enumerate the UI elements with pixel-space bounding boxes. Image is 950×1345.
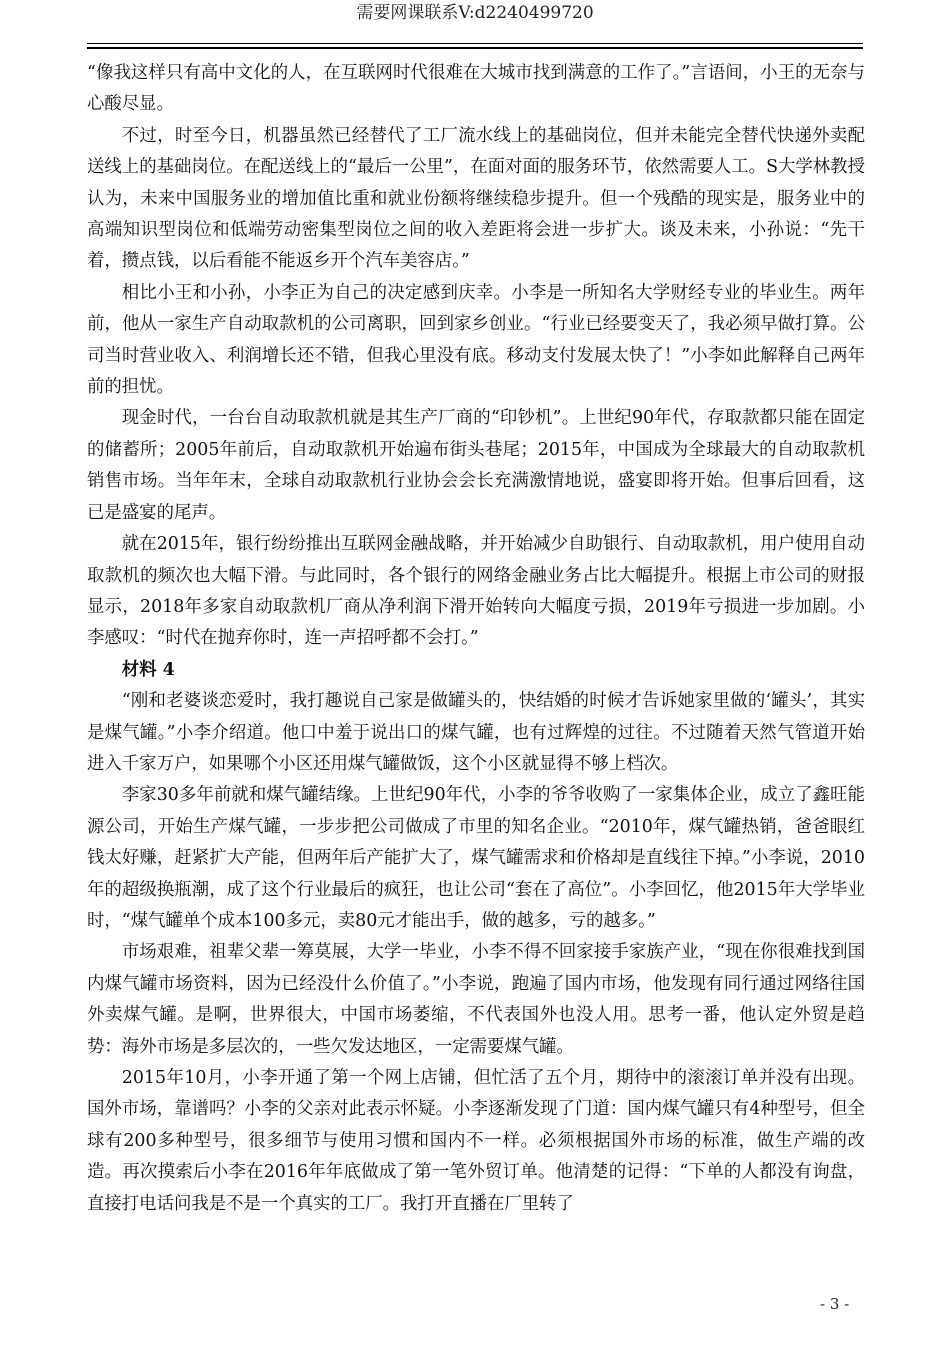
section-title: 材料 4 [121,659,175,680]
header-rule-thin [87,43,863,44]
paragraph-1: “像我这样只有高中文化的人，在互联网时代很难在大城市找到满意的工作了。”言语间，小王的无奈与心酸尽显。 [87,63,865,115]
paragraph-6: “刚和老婆谈恋爱时，我打趣说自己家是做罐头的，快结婚的时候才告诉她家里做的‘罐头’，其实是煤气罐。”小李介绍道。他口中羞于说出口的煤气罐，也有过辉煌的过往。不过随着天然气管道开始进入千家万户，如果哪个小区还用煤气罐做饭，这个小区就显得不够上档次。 [87,691,865,774]
page-number: - 3 - [820,1295,850,1313]
page-header-contact: 需要网课联系V:d2240499720 [356,3,594,23]
paragraph-3: 相比小王和小孙，小李正为自己的决定感到庆幸。小李是一所知名大学财经专业的毕业生。两年前，他从一家生产自动取款机的公司离职，回到家乡创业。“行业已经要变天了，我必须早做打算。公司当时营业收入、利润增长还不错，但我心里没有底。移动支付发展太快了！”小李如此解释自己两年前的担忧。 [87,282,865,398]
document-body [87,58,865,1220]
paragraph-8: 市场艰难，祖辈父辈一筹莫展，大学一毕业，小李不得不回家接手家族产业，“现在你很难找到国内煤气罐市场资料，因为已经没什么价值了。”小李说，跑遍了国内市场，他发现有同行通过网络往国外卖煤气罐。是啊，世界很大，中国市场萎缩，不代表国外也没人用。思考一番，他认定外贸是趋势：海外市场是多层次的，一些欠发达地区，一定需要煤气罐。 [87,942,865,1057]
paragraph-2: 不过，时至今日，机器虽然已经替代了工厂流水线上的基础岗位，但并未能完全替代快递外卖配送线上的基础岗位。在配送线上的“最后一公里”，在面对面的服务环节，依然需要人工。S大学林教授认为，未来中国服务业的增加值比重和就业份额将继续稳步提升。但一个残酷的现实是，服务业中的高端知识型岗位和低端劳动密集型岗位之间的收入差距将会进一步扩大。谈及未来，小孙说：“先干着，攒点钱，以后看能不能返乡开个汽车美容店。” [87,125,865,272]
paragraph-5: 就在2015年，银行纷纷推出互联网金融战略，并开始减少自助银行、自动取款机，用户使用自动取款机的频次也大幅下滑。与此同时，各个银行的网络金融业务占比大幅提升。根据上市公司的财报显示，2018年多家自动取款机厂商从净利润下滑开始转向大幅度亏损，2019年亏损进一步加剧。小李感叹：“时代在抛弃你时，连一声招呼都不会打。” [87,534,865,649]
header-rule-thick [87,47,863,49]
paragraph-9: 2015年10月，小李开通了第一个网上店铺，但忙活了五个月，期待中的滚滚订单并没有出现。国外市场，靠谱吗？小李的父亲对此表示怀疑。小李逐渐发现了门道：国内煤气罐只有4种型号，但全球有200多种型号，很多细节与使用习惯和国内不一样。必须根据国外市场的标准，做生产端的改造。再次摸索后小李在2016年年底做成了第一笔外贸订单。他清楚的记得：“下单的人都没有询盘，直接打电话问我是不是一个真实的工厂。我打开直播在厂里转了 [87,1068,865,1214]
paragraph-4: 现金时代，一台台自动取款机就是其生产厂商的“印钞机”。上世纪90年代，存取款都只能在固定的储蓄所；2005年前后，自动取款机开始遍布街头巷尾；2015年，中国成为全球最大的自动取款机销售市场。当年年末，全球自动取款机行业协会会长充满激情地说，盛宴即将开始。但事后回看，这已是盛宴的尾声。 [87,408,865,523]
paragraph-7: 李家30多年前就和煤气罐结缘。上世纪90年代，小李的爷爷收购了一家集体企业，成立了鑫旺能源公司，开始生产煤气罐，一步步把公司做成了市里的知名企业。“2010年，煤气罐热销，爸爸眼红钱太好赚，赶紧扩大产能，但两年后产能扩大了，煤气罐需求和价格却是直线往下掉。”小李说，2010年的超级换瓶潮，成了这个行业最后的疯狂，也让公司“套在了高位”。小李回忆，他2015年大学毕业时，“煤气罐单个成本100多元，卖80元才能出手，做的越多，亏的越多。” [87,785,865,931]
